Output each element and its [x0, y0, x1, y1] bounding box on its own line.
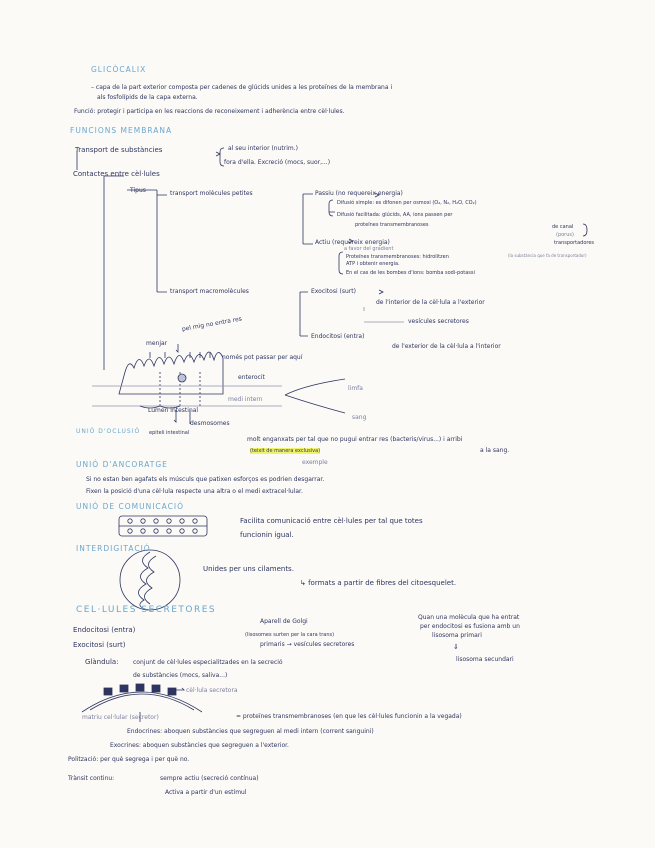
- actiu-bracket: [339, 252, 343, 274]
- tipus-label: Tipus: [130, 187, 146, 194]
- actiu-proteines: Proteïnes transmembranoses: hidrolitzen: [346, 254, 449, 260]
- transit-line2: Activa a partir d'un estímul: [165, 789, 247, 796]
- endocitosi-label: Endocitosi (entra): [311, 333, 365, 340]
- enterocit-label: enterocit: [238, 374, 265, 381]
- unio-oclusio-desc1: molt enganxats per tal que no pugui entrar res (bacteris/virus...) i arribi: [247, 436, 463, 443]
- unio-ancoratge-line1: Si no estan ben agafats els músculs que patixen esforços es podrien desgarrar.: [86, 476, 325, 483]
- menjar-label: menjar: [146, 340, 168, 347]
- exocrines-label: Exocrines: aboquen substàncies que segreguen a l'exterior.: [110, 742, 289, 749]
- unio-ancoratge-line2: Fixen la posició d'una cèl·lula respecte una altra o el medi extracel·lular.: [86, 488, 303, 495]
- interdigitacio-line1: Unides per uns cilaments.: [203, 565, 294, 573]
- endocrines-label: Endocrines: aboquen substàncies que segreguen al medi intern (corrent sanguini): [127, 728, 374, 735]
- transit-label: Trànsit continu:: [68, 775, 115, 782]
- actiu-label: Actiu (requereix energia): [315, 239, 390, 246]
- lumen-label: Lumen intestinal: [148, 407, 199, 414]
- actiu-atp: ATP i obtenir energia.: [346, 261, 400, 267]
- difusio-simple: Difusió simple: es difonen per osmosi (O₂, N₂, H₂O, CO₂): [337, 200, 477, 206]
- lisosoma-secundari: lisosoma secundari: [456, 656, 514, 663]
- desmosomes-label: desmosomes: [190, 420, 230, 427]
- endocitosi-desc: de l'exterior de la cèl·lula a l'interior: [392, 343, 501, 350]
- cel-lules-secretores-title: CEL·LULES SECRETORES: [76, 605, 217, 615]
- difusio-bracket: [329, 200, 335, 216]
- matriu-label: matriu cel·lular (secretor): [82, 714, 159, 721]
- glicocalix-line2: als fosfolípids de la capa externa.: [97, 94, 198, 101]
- substancia-note: (la substància que fa de transportador): [508, 253, 587, 258]
- gradient: a favor del gradient: [344, 246, 394, 252]
- exocitosi-secretores: Exocitosi (surt): [73, 641, 126, 649]
- macro-bracket: [300, 292, 308, 336]
- medi-intern-label: medi intern: [228, 396, 263, 403]
- passiu-label: Passiu (no requereix energia): [315, 190, 403, 197]
- endocitosi-secretores: Endocitosi (entra): [73, 626, 136, 634]
- interdigitacio-title: INTERDIGITACIÓ: [76, 544, 151, 553]
- vesicules-secretores: vesícules secretores: [408, 318, 469, 325]
- canal-bracket: [583, 224, 587, 236]
- contactes-label: Contactes entre cèl·lules: [73, 170, 160, 178]
- unio-oclusio-desc2: a la sang.: [480, 447, 510, 454]
- lisosomes-surten: (lisosomes surten per la cara trans): [245, 632, 335, 638]
- unio-oclusio-subtitle: epiteli intestinal: [149, 430, 190, 436]
- proteines-label: = proteïnes transmembranoses (en que les cèl·lules funcionin a la vegada): [236, 713, 462, 720]
- transport-label: Transport de substàncies: [75, 146, 163, 154]
- sang-label: sang: [352, 414, 367, 421]
- unio-oclusio-highlight: (teixit de manera exclusiva): [250, 448, 321, 454]
- exocitosi-desc: de l'interior de la cèl·lula a l'exterior: [376, 299, 485, 306]
- unio-oclusio-title: UNIÓ D'OCLUSIÓ: [76, 428, 141, 435]
- unio-ancoratge-title: UNIÓ D'ANCORATGE: [76, 460, 168, 469]
- molecula-line3: lisosoma primari: [432, 632, 482, 639]
- molecules-petites: transport molècules petites: [170, 190, 253, 197]
- transportadores: transportadores: [554, 240, 595, 246]
- al-seu-interior: al seu interior (nutrim.): [228, 145, 298, 152]
- molecula-line1: Quan una molècula que ha entrat: [418, 614, 520, 621]
- proteines-trans: proteïnes transmembranoses: [355, 222, 429, 228]
- cel-secretora-label: cèl·lula secretora: [186, 687, 238, 694]
- difusio-facilitada: Difusió facilitada: glúcids, AA, ions passen per: [337, 212, 453, 218]
- primaris-label: primaris → vesícules secretores: [260, 641, 355, 648]
- passiu-actiu-bracket: [303, 194, 313, 244]
- macromolecules: transport macromolècules: [170, 288, 249, 295]
- glandula-line1: conjunt de cèl·lules especialitzades en la secreció: [133, 659, 283, 666]
- bombes: En el cas de les bombes d'ions: bomba sodi-potassi: [346, 270, 475, 276]
- unio-comunicacio-line2: funcionin igual.: [240, 531, 294, 539]
- pel-mig-label: pel mig no entra res: [181, 315, 243, 333]
- politzacio-label: Polització: per què segrega i per què no.: [68, 756, 190, 763]
- exemple-label: exemple: [302, 459, 328, 466]
- fora-excrecio: fora d'ella. Excreció (mocs, suor,...): [224, 159, 331, 166]
- de-canal: de canal: [552, 224, 574, 230]
- molecula-line2: per endocitosi es fusiona amb un: [420, 623, 520, 630]
- glandula-label: Glàndula:: [85, 658, 119, 666]
- interdigitacio-line2: ↳ formats a partir de fibres del citoesquelet.: [300, 579, 457, 587]
- nomes-label: només pot passar per aquí: [222, 354, 303, 361]
- contactes-line: [104, 176, 124, 370]
- porus: (porus): [556, 232, 574, 238]
- transit-line1: sempre actiu (secreció contínua): [160, 775, 259, 782]
- limfa-sang-lines: [285, 379, 345, 413]
- unio-comunicacio-line1: Facilita comunicació entre cèl·lules per tal que totes: [240, 517, 423, 525]
- glicocalix-title: GLICÒCALIX: [91, 65, 147, 74]
- unio-comunicacio-title: UNIÓ DE COMUNICACIÓ: [76, 502, 185, 511]
- tipus-tree: [127, 190, 167, 292]
- golgi-label: Aparell de Golgi: [260, 618, 308, 625]
- glicocalix-line1: – capa de la part exterior composta per cadenes de glúcids unides a les proteïnes de la membrana i: [91, 84, 393, 91]
- exocitosi-label: Exocitosi (surt): [311, 288, 356, 295]
- glicocalix-funcio: Funció: protegir i participa en les reaccions de reconeixement i adherència entre cèl·lules.: [74, 108, 345, 115]
- limfa-label: limfa: [348, 385, 363, 392]
- funcions-membrana-title: FUNCIONS MEMBRANA: [70, 126, 173, 135]
- arrow-down: ⇓: [453, 643, 459, 651]
- glandula-line2: de substàncies (mocs, saliva...): [133, 672, 228, 679]
